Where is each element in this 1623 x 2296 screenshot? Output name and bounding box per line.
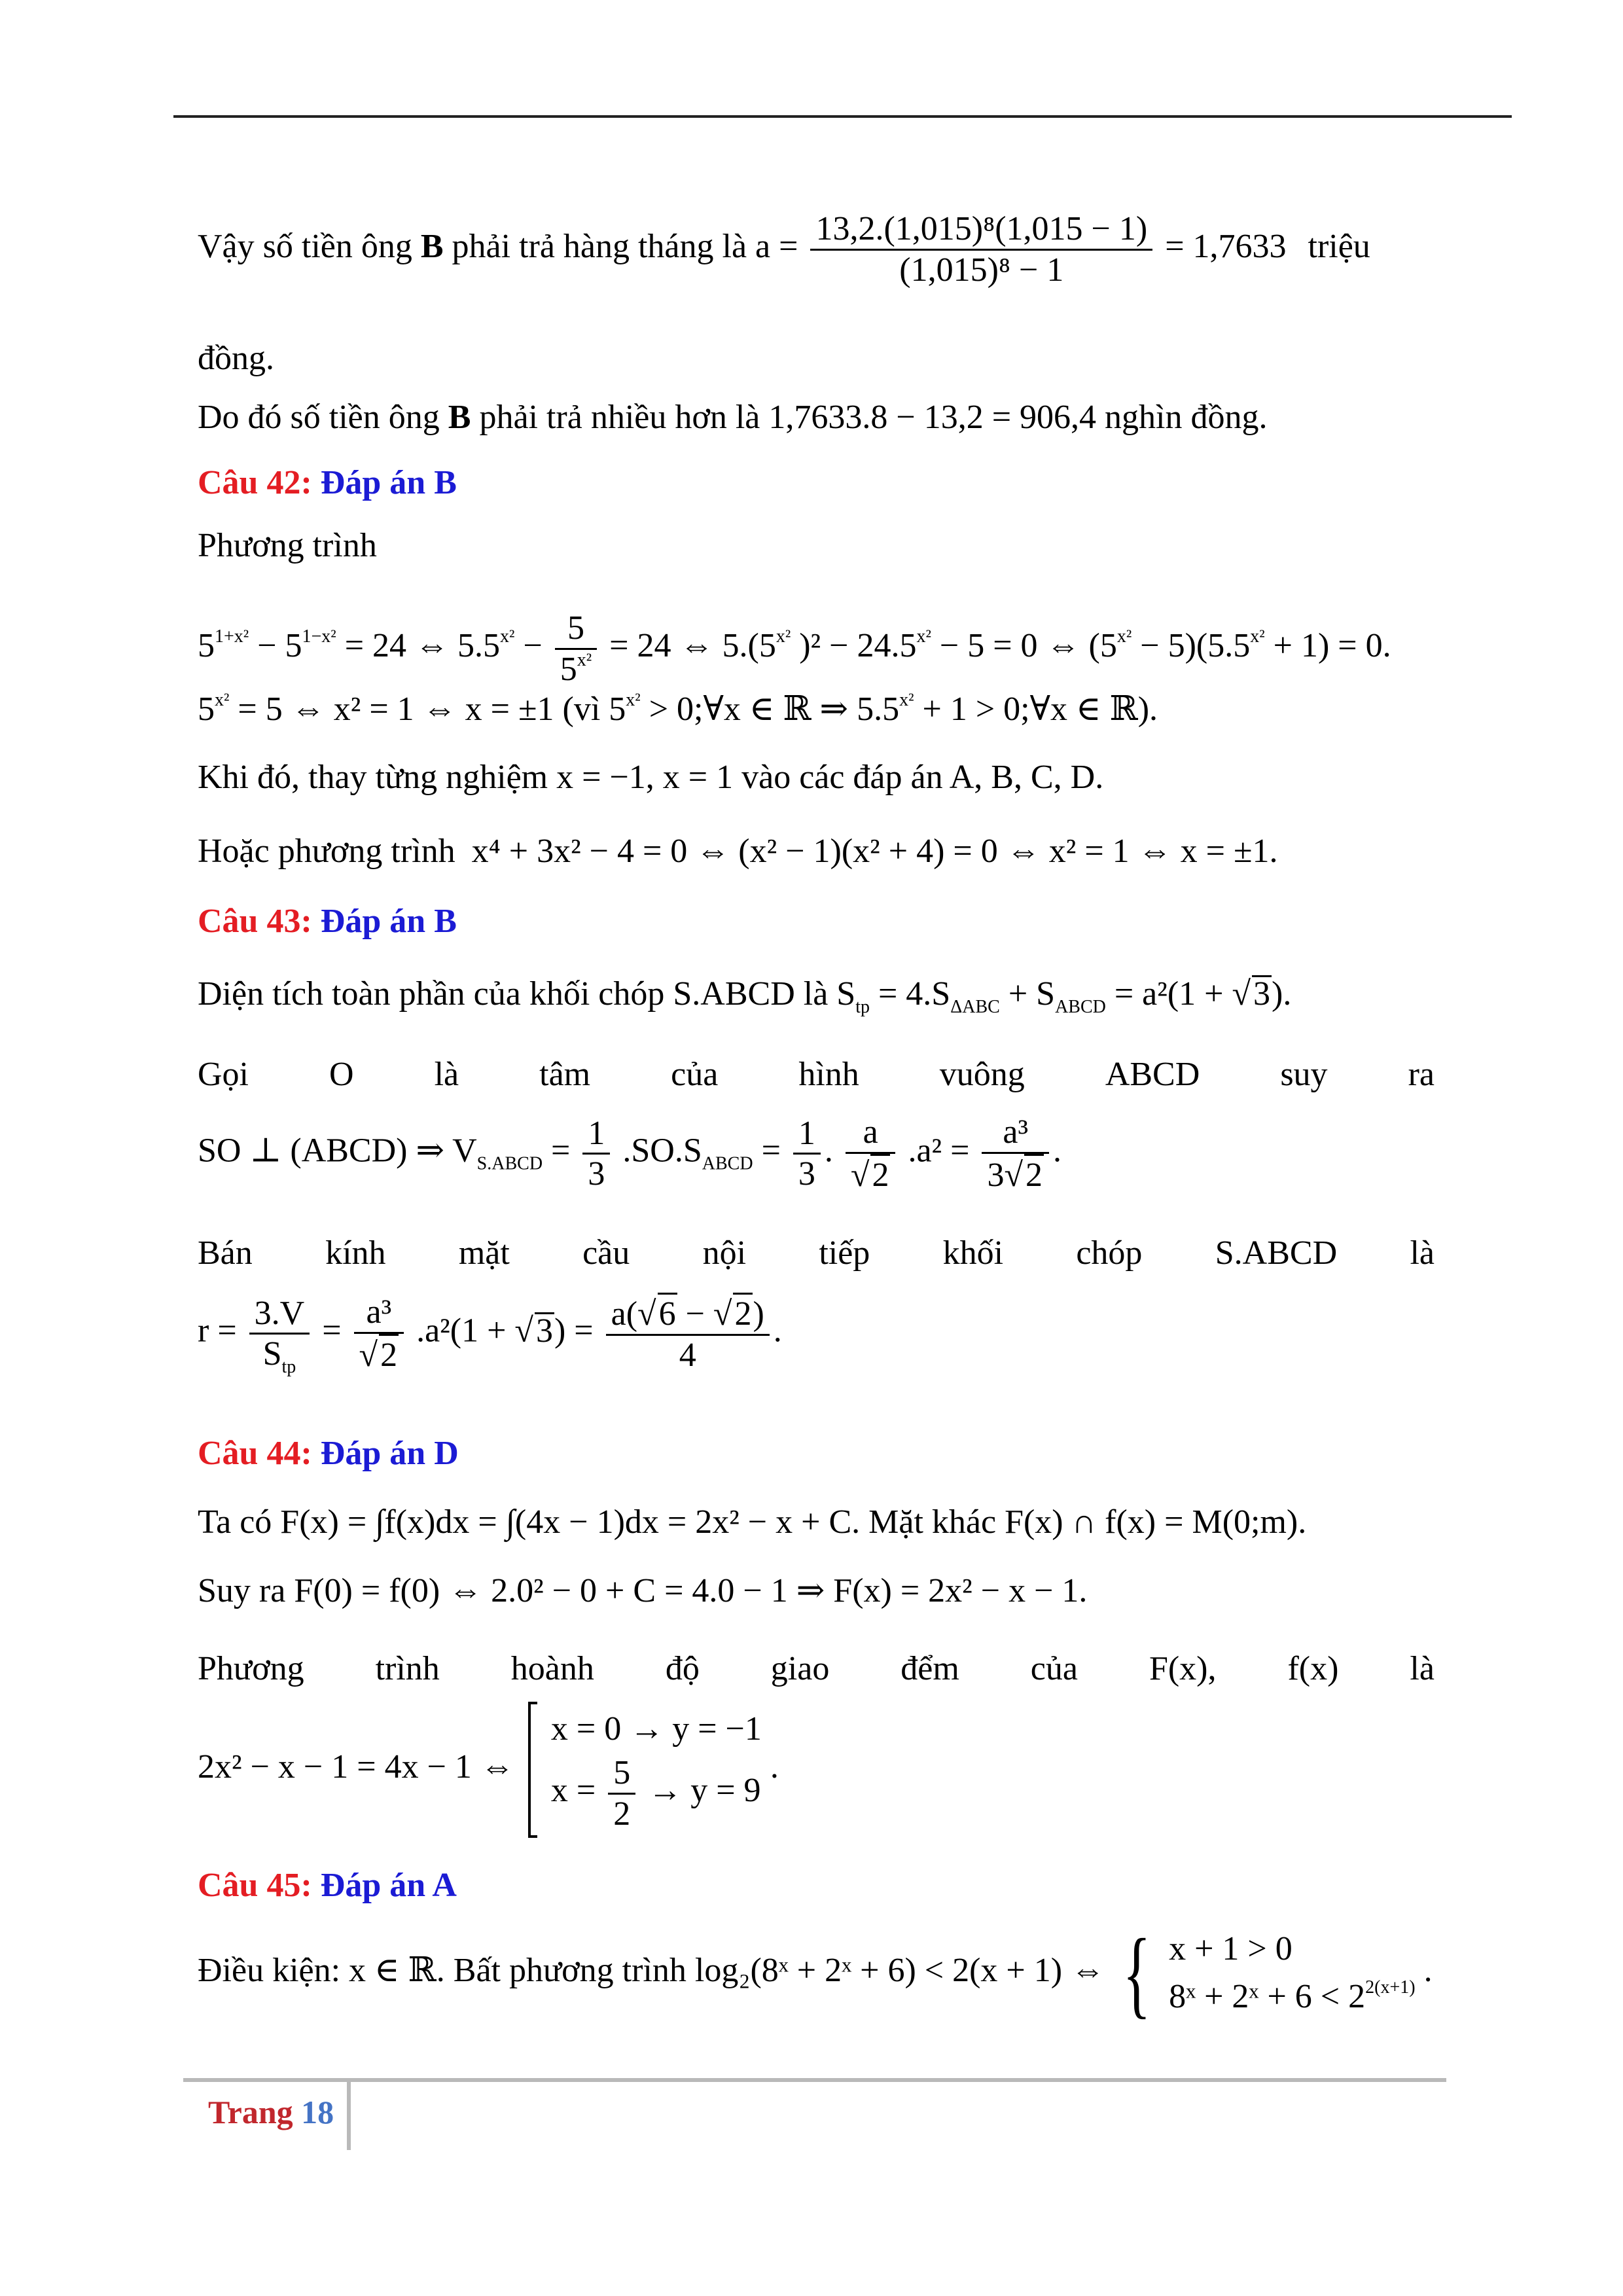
math-expression: 1,7633.8 − 13,2 = 906,4 <box>768 399 1097 436</box>
math: )² − 24.5 <box>799 627 917 665</box>
math: . <box>1423 1951 1433 1989</box>
word: là <box>1410 1234 1435 1272</box>
word: là <box>434 1056 459 1093</box>
text: nghìn đồng. <box>1105 399 1268 436</box>
monthly-fraction <box>810 209 1152 290</box>
exponent: 2(x+1) <box>1365 1977 1416 1998</box>
text-line: Khi đó, thay từng nghiệm x = −1, x = 1 vào các đáp án A, B, C, D. <box>198 759 1104 796</box>
math: = 24 ⇔ 5.5 <box>344 627 501 665</box>
word: mặt <box>458 1234 510 1272</box>
math: 2x² − x − 1 = 4x − 1 ⇔ <box>198 1748 514 1785</box>
math-expression: x⁴ + 3x² − 4 = 0 ⇔ (x² − 1)(x² + 4) = 0 ⇔ x² = 1 ⇔ x = ±1. <box>471 833 1278 870</box>
math: = 5 ⇔ x² = 1 ⇔ x = ±1 (vì 5 <box>238 691 626 728</box>
math: = 4.S <box>878 975 951 1013</box>
exponent: x² <box>500 626 515 647</box>
answer-label: Đáp án A <box>320 1867 457 1904</box>
fraction <box>354 1293 404 1375</box>
fraction-numerator: a(√6 − √2) <box>606 1293 770 1336</box>
word: chóp <box>1076 1234 1143 1272</box>
math: ) <box>753 1295 764 1333</box>
math: 5 <box>198 627 215 665</box>
word: của <box>671 1056 719 1093</box>
text: Diện tích toàn phần của khối chóp S.ABCD là <box>198 975 829 1013</box>
sqrt-radicand: 3 <box>1253 975 1271 1013</box>
word: tiếp <box>819 1234 870 1272</box>
footer-divider <box>347 2078 351 2150</box>
word: S.ABCD <box>1215 1234 1338 1272</box>
sqrt-radicand: 2 <box>1024 1154 1044 1195</box>
fraction <box>249 1294 310 1378</box>
subscript: ΔABC <box>950 997 1000 1017</box>
system-row: x = 0 → y = −1 <box>550 1710 762 1748</box>
fraction-numerator: 5 <box>608 1753 635 1795</box>
word: giao <box>770 1650 830 1687</box>
fraction-numerator: 5 <box>555 609 597 650</box>
math: .a² = <box>908 1132 970 1170</box>
math: > 0;∀x ∈ ℝ ⇒ 5.5 <box>649 691 900 728</box>
word: hoành <box>510 1650 594 1687</box>
text: triệu <box>1308 228 1370 266</box>
person-label: B <box>448 399 471 436</box>
fraction <box>793 1114 821 1194</box>
q42-equation-2 <box>198 692 1158 726</box>
fraction-denominator: √2 <box>354 1334 404 1375</box>
math: 5 <box>198 691 215 728</box>
text: phải trả hàng tháng là <box>452 228 747 266</box>
math: a( <box>611 1295 638 1333</box>
fraction-numerator: a <box>846 1113 896 1154</box>
bracket-glyph <box>528 1702 537 1838</box>
page-number: 18 <box>301 2094 334 2130</box>
word: tâm <box>539 1056 591 1093</box>
exponent: 1+x² <box>215 626 249 647</box>
person-label: B <box>420 228 444 266</box>
word: Phương <box>198 1650 304 1687</box>
q44-justified-line <box>198 1649 1435 1688</box>
fraction-denominator: 4 <box>679 1336 696 1374</box>
math: ) = <box>554 1312 594 1350</box>
math: S <box>836 975 856 1013</box>
math: + S <box>1008 975 1056 1013</box>
subscript: S.ABCD <box>476 1153 543 1174</box>
text: Hoặc phương trình <box>198 833 455 870</box>
fraction-denominator: 3 <box>588 1155 605 1193</box>
subscript: ABCD <box>702 1153 753 1174</box>
question-label: Câu 43: <box>198 903 312 940</box>
math: + 1) = 0. <box>1273 627 1391 665</box>
sqrt-radicand: 2 <box>733 1293 753 1334</box>
q45-condition <box>198 1919 1433 2028</box>
math: r = <box>198 1312 237 1350</box>
fraction-numerator: 1 <box>582 1114 610 1155</box>
math: x = <box>550 1772 596 1810</box>
exponent: x² <box>899 690 914 710</box>
math: = 24 ⇔ 5.(5 <box>609 627 776 665</box>
word: là <box>1410 1650 1435 1687</box>
word: F(x), <box>1149 1650 1217 1687</box>
math: 8ˣ + 2ˣ + 6 < 2 <box>1169 1978 1366 2015</box>
answer-label: Đáp án B <box>320 464 457 501</box>
math: .SO.S <box>622 1132 702 1170</box>
text-line: đồng. <box>198 340 274 377</box>
q43-area-line: Diện tích toàn phần của khối chóp S.ABCD là $S_{tp} = 4.S_{\Delta ABC} + S_{ABCD} = a^2(1 + √3)$. <box>198 975 1292 1017</box>
fraction <box>606 1293 770 1375</box>
footer-rule <box>183 2078 1446 2082</box>
text: Do đó số tiền ông <box>198 399 440 436</box>
system-row <box>551 1753 762 1834</box>
fraction <box>555 609 597 689</box>
exponent: x² <box>626 690 641 710</box>
word: suy <box>1280 1056 1328 1093</box>
fraction <box>608 1753 635 1834</box>
q45-heading <box>198 1869 457 1903</box>
fraction-denominator: 3√2 <box>982 1154 1049 1195</box>
system-row <box>1169 1973 1416 2021</box>
text: Vậy số tiền ông <box>198 228 412 266</box>
math: SO ⊥ (ABCD) ⇒ V <box>198 1132 477 1170</box>
question-label: Câu 44: <box>198 1435 312 1472</box>
text-line: Phương trình <box>198 527 377 564</box>
header-rule <box>173 115 1512 118</box>
word: O <box>329 1056 354 1093</box>
math: − 5)(5.5 <box>1140 627 1251 665</box>
subscript: tp <box>855 997 870 1017</box>
exponent: x² <box>1116 626 1132 647</box>
fraction-numerator: a³ <box>982 1113 1049 1154</box>
q43-heading <box>198 905 457 939</box>
word: trình <box>375 1650 440 1687</box>
answer-label: Đáp án B <box>320 903 457 940</box>
text: phải trả nhiều hơn là <box>479 399 760 436</box>
word: cầu <box>582 1234 630 1272</box>
math: − <box>677 1295 713 1333</box>
sqrt-radicand: 3 <box>535 1312 553 1350</box>
math: . <box>770 1748 779 1785</box>
word: Gọi <box>198 1056 249 1093</box>
system-rows <box>551 1706 762 1833</box>
question-label: Câu 45: <box>198 1867 312 1904</box>
more-payment-line <box>198 401 1268 435</box>
word: nội <box>702 1234 747 1272</box>
fraction <box>582 1114 610 1194</box>
exponent: x² <box>916 626 931 647</box>
fraction-denominator: 2 <box>613 1795 631 1833</box>
q42-heading <box>198 466 457 500</box>
math-result: = 1,7633 <box>1165 228 1287 266</box>
math-line: Ta có F(x) = ∫f(x)dx = ∫(4x − 1)dx = 2x² − x + C. Mặt khác F(x) ∩ f(x) = M(0;m). <box>198 1503 1307 1541</box>
page-footer <box>208 2093 334 2131</box>
q44-heading <box>198 1437 459 1471</box>
fraction-denominator <box>555 650 597 689</box>
subscript: tp <box>281 1357 296 1378</box>
math: 3 <box>987 1156 1005 1194</box>
word: f(x) <box>1287 1650 1339 1687</box>
word: kính <box>325 1234 386 1272</box>
brace-glyph: { <box>1122 1919 1151 2028</box>
question-label: Câu 42: <box>198 464 312 501</box>
exponent: 1−x² <box>302 626 336 647</box>
fraction-denominator: √2 <box>846 1154 896 1195</box>
math-line: Suy ra F(0) = f(0) ⇔ 2.0² − 0 + C = 4.0 − 1 ⇒ F(x) = 2x² − x − 1. <box>198 1572 1088 1609</box>
word: vuông <box>939 1056 1025 1093</box>
math: .a²(1 + <box>416 1312 515 1350</box>
q42-alt-line <box>198 834 1278 869</box>
word: ABCD <box>1105 1056 1200 1093</box>
fraction <box>982 1113 1049 1195</box>
word: khối <box>942 1234 1004 1272</box>
exponent: x² <box>776 626 791 647</box>
q43-radius-line: r = $\frac{3.V}{S_{tp}}$ = $\frac{\text{a³}}{√2}$ .a²(1 + √3) = $\frac{a(√6 - √2)}{4}$ . <box>198 1293 782 1378</box>
q43-volume-line: SO ⊥ (ABCD) ⇒ $V_{S.ABCD}$ = $\frac{1}{3}$ $.SO.S_{ABCD}$ = $\frac{1}{3}$ . $\frac{a}{√2}$ .a² = $\frac{\text{a³}}{3√2}$ . <box>198 1113 1061 1194</box>
math: = <box>322 1312 342 1350</box>
subscript: ABCD <box>1055 997 1106 1017</box>
fraction-numerator: a³ <box>354 1293 404 1334</box>
math: → y = 9 <box>648 1772 761 1810</box>
fraction-denominator <box>249 1335 310 1378</box>
sqrt-radicand: 2 <box>379 1334 399 1375</box>
exponent: x² <box>577 649 592 670</box>
fraction-numerator: 13,2.(1,015)⁸(1,015 − 1) <box>810 209 1152 251</box>
q42-equation-1: $5^{1+x^2} - 5^{1-x^2} = 24$ ⇔ $5.5^{x^2}$ − $\frac{5}{5^{x^2}}$ = 24 ⇔ $5.(5^{x^2}$ )$^2 - 24.5^{x^2} - 5 = 0$ ⇔ $(5^{x^2} - 5)(5.5^{x^2} + 1) = 0$. <box>198 609 1391 688</box>
sqrt-radicand: 6 <box>658 1293 677 1334</box>
word: hình <box>798 1056 859 1093</box>
system-row: x + 1 > 0 <box>1169 1930 1293 1968</box>
system-rows <box>1169 1926 1416 2021</box>
math: 5 <box>560 650 577 688</box>
math: ). <box>1272 975 1292 1013</box>
q43-justified-line-1 <box>198 1055 1435 1094</box>
monthly-payment-line <box>198 209 1370 290</box>
math: = a²(1 + <box>1114 975 1232 1013</box>
math-var: a = <box>755 228 798 266</box>
word: độ <box>665 1650 700 1687</box>
q44-system <box>198 1702 779 1838</box>
fraction-denominator: 3 <box>798 1155 815 1193</box>
math: S <box>262 1335 282 1373</box>
math: − 5 = 0 ⇔ (5 <box>939 627 1117 665</box>
word: ra <box>1408 1056 1435 1093</box>
math-line: Điều kiện: x ∈ ℝ. Bất phương trình log₂(8ˣ + 2ˣ + 6) < 2(x + 1) ⇔ <box>198 1951 1105 1989</box>
word: đểm <box>901 1650 959 1687</box>
fraction-numerator: 3.V <box>249 1294 310 1335</box>
page-label: Trang <box>208 2094 293 2130</box>
sqrt-radicand: 2 <box>870 1154 890 1195</box>
math: − 5 <box>257 627 302 665</box>
answer-label: Đáp án D <box>320 1435 459 1472</box>
exponent: x² <box>1250 626 1265 647</box>
word: Bán <box>198 1234 253 1272</box>
fraction-numerator: 1 <box>793 1114 821 1155</box>
word: của <box>1030 1650 1078 1687</box>
fraction <box>846 1113 896 1195</box>
math: = <box>761 1132 781 1170</box>
exponent: x² <box>215 690 230 710</box>
math: + 1 > 0;∀x ∈ ℝ). <box>922 691 1158 728</box>
fraction-denominator: (1,015)⁸ − 1 <box>899 251 1064 289</box>
q43-justified-line-2 <box>198 1234 1435 1272</box>
math: = <box>551 1132 571 1170</box>
